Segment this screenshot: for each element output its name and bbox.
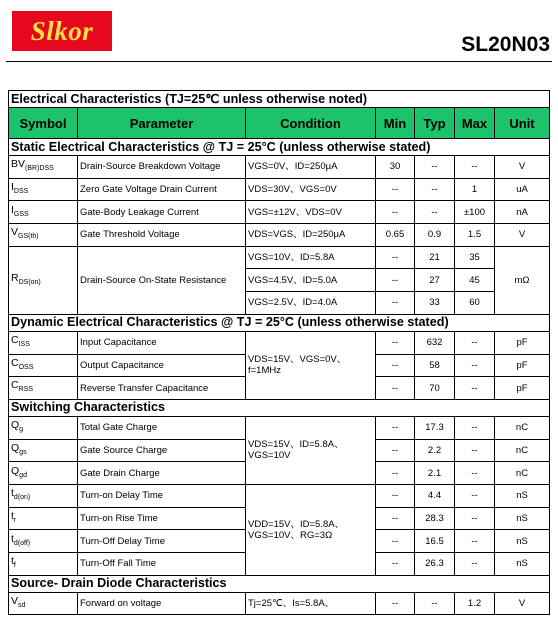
column-header: Unit	[495, 108, 550, 139]
typ-cell: 2.2	[415, 439, 455, 462]
condition-cell: VGS=10V、ID=5.8A	[246, 246, 376, 269]
parameter-cell: Turn-on Rise Time	[78, 507, 246, 530]
parameter-cell: Turn-on Delay Time	[78, 484, 246, 507]
column-header: Min	[376, 108, 415, 139]
table-row	[9, 592, 550, 615]
typ-cell: 21	[415, 246, 455, 269]
condition-cell: VGS=4.5V、ID=5.0A	[246, 269, 376, 292]
min-cell: --	[376, 484, 415, 507]
section-title: Dynamic Electrical Characteristics @ TJ = 25°C (unless otherwise stated)	[9, 314, 550, 331]
max-cell: 60	[455, 292, 495, 315]
symbol-subscript: OSS	[18, 363, 34, 371]
condition-cell: VDD=15V、ID=5.8A、VGS=10V、RG=3Ω	[246, 484, 376, 575]
condition-cell: VGS=0V、ID=250μA	[246, 156, 376, 179]
unit-cell: pF	[495, 331, 550, 354]
max-cell: --	[455, 354, 495, 377]
max-cell: 35	[455, 246, 495, 269]
unit-cell: V	[495, 592, 550, 615]
unit-cell: pF	[495, 377, 550, 400]
header-divider	[6, 61, 552, 62]
table-title: Electrical Characteristics (TJ=25℃ unless otherwise noted)	[9, 91, 550, 108]
symbol-text: t	[11, 509, 14, 522]
symbol-text: Q	[11, 419, 20, 432]
min-cell: --	[376, 553, 415, 576]
unit-cell: nA	[495, 201, 550, 224]
table-row	[9, 201, 550, 224]
symbol-cell	[9, 377, 78, 400]
symbol-text: t	[11, 532, 14, 545]
symbol-text: t	[11, 487, 14, 500]
parameter-cell: Gate Source Charge	[78, 439, 246, 462]
symbol-text: C	[11, 334, 19, 347]
parameter-cell: Gate Threshold Voltage	[78, 224, 246, 247]
parameter-cell: Gate-Body Leakage Current	[78, 201, 246, 224]
typ-cell: 70	[415, 377, 455, 400]
symbol-subscript: d(off)	[13, 539, 31, 547]
symbol-text: BV	[11, 158, 26, 171]
min-cell: 0.65	[376, 224, 415, 247]
condition-cell: VDS=30V、VGS=0V	[246, 178, 376, 201]
condition-cell: VDS=15V、VGS=0V、f=1MHz	[246, 331, 376, 399]
table-row	[9, 224, 550, 247]
symbol-subscript: r	[13, 517, 17, 525]
max-cell: --	[455, 377, 495, 400]
condition-cell: VDS=15V、ID=5.8A、VGS=10V	[246, 416, 376, 484]
typ-cell: --	[415, 178, 455, 201]
parameter-cell: Turn-Off Fall Time	[78, 553, 246, 576]
typ-cell: 2.1	[415, 462, 455, 485]
unit-cell: nC	[495, 439, 550, 462]
parameter-cell: Reverse Transfer Capacitance	[78, 377, 246, 400]
symbol-cell	[9, 354, 78, 377]
max-cell: 1	[455, 178, 495, 201]
electrical-characteristics-table	[8, 90, 550, 615]
symbol-text: I	[11, 180, 14, 193]
symbol-cell	[9, 484, 78, 507]
max-cell: --	[455, 439, 495, 462]
parameter-cell: Forward on voltage	[78, 592, 246, 615]
symbol-cell	[9, 156, 78, 179]
part-number: SL20N03	[461, 33, 550, 56]
unit-cell: V	[495, 224, 550, 247]
table-row	[9, 156, 550, 179]
min-cell: --	[376, 439, 415, 462]
min-cell: --	[376, 507, 415, 530]
typ-cell: 28.3	[415, 507, 455, 530]
condition-cell: VGS=2.5V、ID=4.0A	[246, 292, 376, 315]
min-cell: --	[376, 331, 415, 354]
parameter-cell: Output Capacitance	[78, 354, 246, 377]
column-header: Symbol	[9, 108, 78, 139]
section-header	[9, 314, 550, 331]
max-cell: --	[455, 484, 495, 507]
typ-cell: 58	[415, 354, 455, 377]
symbol-cell	[9, 178, 78, 201]
max-cell: --	[455, 331, 495, 354]
symbol-cell	[9, 553, 78, 576]
symbol-cell	[9, 507, 78, 530]
symbol-subscript: d(on)	[13, 494, 31, 502]
table-body	[9, 91, 550, 615]
typ-cell: 632	[415, 331, 455, 354]
typ-cell: --	[415, 156, 455, 179]
max-cell: --	[455, 462, 495, 485]
symbol-text: Q	[11, 441, 20, 454]
parameter-cell: Gate Drain Charge	[78, 462, 246, 485]
symbol-cell	[9, 439, 78, 462]
max-cell: 45	[455, 269, 495, 292]
min-cell: --	[376, 530, 415, 553]
max-cell: --	[455, 156, 495, 179]
typ-cell: 16.5	[415, 530, 455, 553]
column-header: Condition	[246, 108, 376, 139]
table-row	[9, 178, 550, 201]
min-cell: --	[376, 246, 415, 269]
max-cell: 1.5	[455, 224, 495, 247]
parameter-cell: Zero Gate Voltage Drain Current	[78, 178, 246, 201]
unit-cell: mΩ	[495, 246, 550, 314]
section-header	[9, 399, 550, 416]
min-cell: --	[376, 178, 415, 201]
unit-cell: nS	[495, 507, 550, 530]
condition-cell: VDS=VGS、ID=250μA	[246, 224, 376, 247]
parameter-cell: Turn-Off Delay Time	[78, 530, 246, 553]
min-cell: --	[376, 292, 415, 315]
unit-cell: nC	[495, 462, 550, 485]
logo-text: Slkor	[30, 15, 94, 46]
table-row	[9, 246, 550, 269]
symbol-subscript: sd	[18, 602, 26, 610]
symbol-subscript: ISS	[18, 341, 30, 349]
table-row	[9, 416, 550, 439]
section-title: Source- Drain Diode Characteristics	[9, 575, 550, 592]
condition-cell: VGS=±12V、VDS=0V	[246, 201, 376, 224]
max-cell: ±100	[455, 201, 495, 224]
typ-cell: 0.9	[415, 224, 455, 247]
min-cell: 30	[376, 156, 415, 179]
symbol-cell	[9, 224, 78, 247]
min-cell: --	[376, 592, 415, 615]
symbol-text: V	[11, 594, 19, 607]
symbol-text: R	[11, 271, 19, 284]
typ-cell: --	[415, 592, 455, 615]
symbol-subscript: (BR)DSS	[25, 165, 54, 173]
parameter-cell: Total Gate Charge	[78, 416, 246, 439]
min-cell: --	[376, 462, 415, 485]
symbol-cell	[9, 201, 78, 224]
min-cell: --	[376, 354, 415, 377]
max-cell: --	[455, 507, 495, 530]
unit-cell: uA	[495, 178, 550, 201]
unit-cell: nS	[495, 553, 550, 576]
min-cell: --	[376, 201, 415, 224]
symbol-text: t	[11, 555, 14, 568]
symbol-cell	[9, 331, 78, 354]
symbol-subscript: gd	[19, 471, 27, 479]
condition-cell: Tj=25℃、Is=5.8A、	[246, 592, 376, 615]
parameter-cell: Drain-Source Breakdown Voltage	[78, 156, 246, 179]
parameter-cell: Input Capacitance	[78, 331, 246, 354]
symbol-subscript: GS(th)	[18, 233, 39, 241]
unit-cell: nS	[495, 530, 550, 553]
section-title: Switching Characteristics	[9, 399, 550, 416]
min-cell: --	[376, 377, 415, 400]
symbol-subscript: g	[19, 426, 24, 434]
symbol-subscript: RSS	[18, 386, 33, 394]
section-header	[9, 139, 550, 156]
max-cell: --	[455, 553, 495, 576]
symbol-cell	[9, 592, 78, 615]
symbol-text: V	[11, 226, 19, 239]
column-header: Typ	[415, 108, 455, 139]
typ-cell: 33	[415, 292, 455, 315]
symbol-text: C	[11, 356, 19, 369]
typ-cell: 27	[415, 269, 455, 292]
symbol-text: Q	[11, 464, 20, 477]
symbol-cell	[9, 530, 78, 553]
symbol-text: C	[11, 379, 19, 392]
table-row	[9, 331, 550, 354]
typ-cell: 17.3	[415, 416, 455, 439]
typ-cell: 4.4	[415, 484, 455, 507]
unit-cell: pF	[495, 354, 550, 377]
brand-logo	[12, 11, 112, 51]
unit-cell: nC	[495, 416, 550, 439]
symbol-subscript: GSS	[13, 210, 29, 218]
symbol-subscript: gs	[19, 448, 27, 456]
unit-cell: V	[495, 156, 550, 179]
symbol-subscript: f	[13, 562, 16, 570]
symbol-text: I	[11, 203, 14, 216]
column-header: Parameter	[78, 108, 246, 139]
symbol-cell	[9, 246, 78, 314]
parameter-cell: Drain-Source On-State Resistance	[78, 246, 246, 314]
column-header: Max	[455, 108, 495, 139]
min-cell: --	[376, 416, 415, 439]
section-title: Static Electrical Characteristics @ TJ = 25°C (unless otherwise stated)	[9, 139, 550, 156]
max-cell: --	[455, 416, 495, 439]
typ-cell: 26.3	[415, 553, 455, 576]
max-cell: 1.2	[455, 592, 495, 615]
symbol-subscript: DS(on)	[18, 278, 41, 286]
symbol-subscript: DSS	[13, 188, 29, 196]
min-cell: --	[376, 269, 415, 292]
symbol-cell	[9, 416, 78, 439]
section-header	[9, 575, 550, 592]
unit-cell: nS	[495, 484, 550, 507]
symbol-cell	[9, 462, 78, 485]
table-row	[9, 484, 550, 507]
max-cell: --	[455, 530, 495, 553]
typ-cell: --	[415, 201, 455, 224]
